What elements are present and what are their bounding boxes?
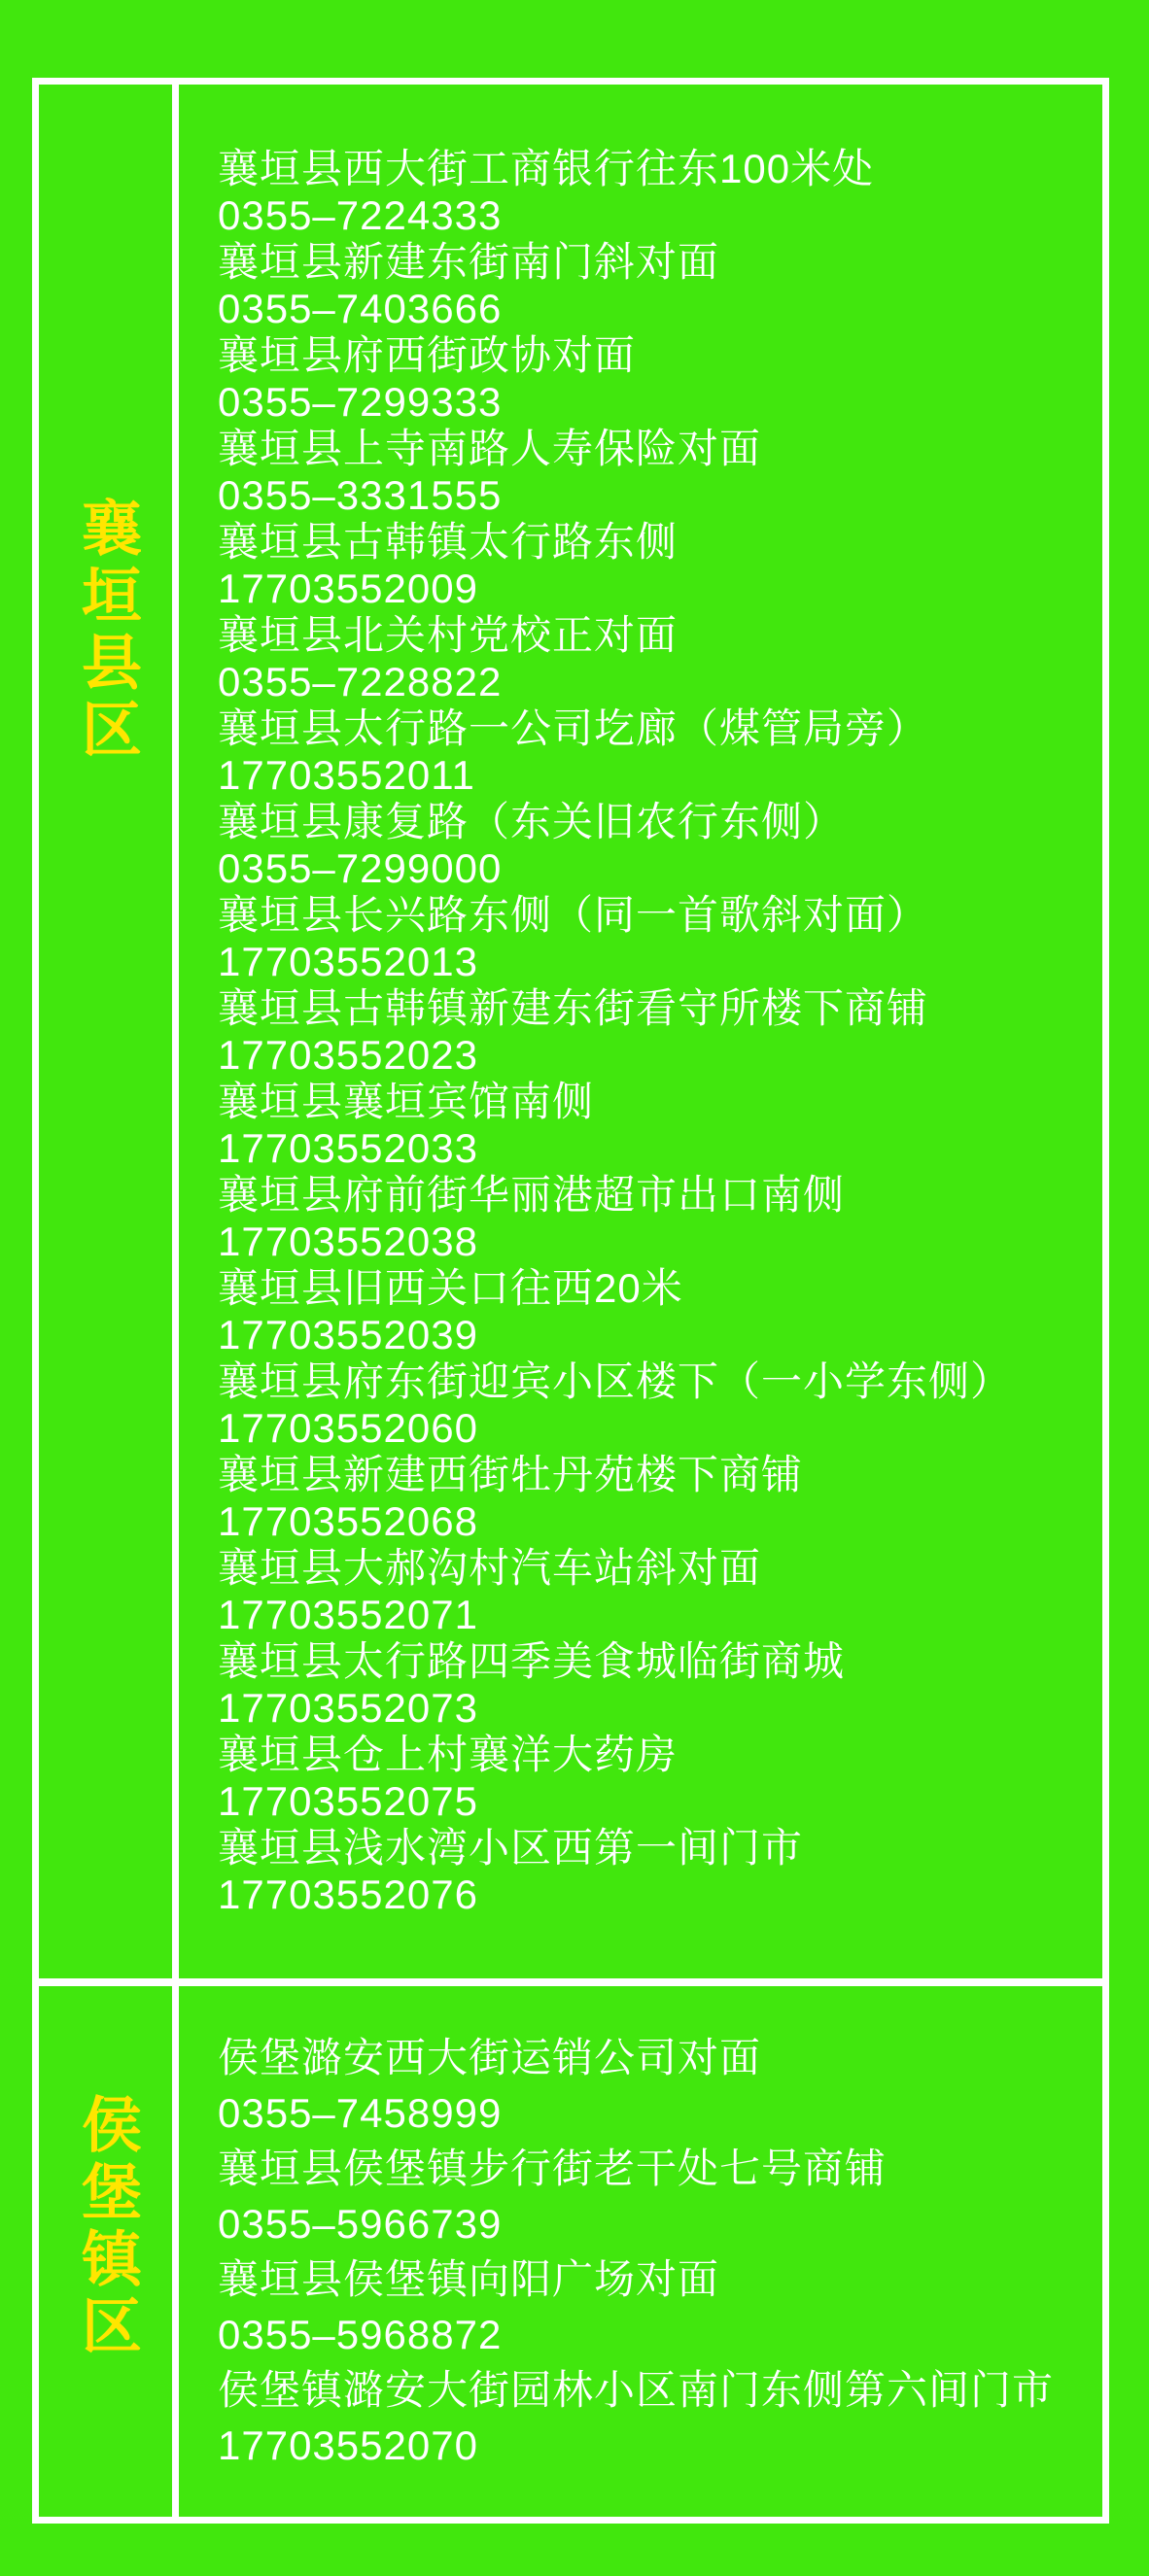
address-line: 襄垣县府前街华丽港超市出口南侧 [218, 1171, 846, 1218]
phone-line: 17703552068 [218, 1497, 478, 1544]
address-line: 襄垣县新建东街南门斜对面 [218, 238, 720, 285]
address-line: 襄垣县康复路（东关旧农行东侧） [218, 798, 846, 844]
phone-line: 17703552033 [218, 1124, 478, 1171]
phone-line: 17703552073 [218, 1684, 478, 1731]
address-line: 襄垣县北关村党校正对面 [218, 611, 679, 658]
phone-line: 17703552071 [218, 1591, 478, 1637]
address-line: 侯堡镇潞安大街园林小区南门东侧第六间门市 [218, 2367, 1055, 2413]
phone-line: 0355–3331555 [218, 471, 503, 518]
store-directory-table [32, 78, 1109, 2524]
phone-line: 0355–7403666 [218, 285, 503, 331]
address-line: 襄垣县襄垣宾馆南侧 [218, 1078, 595, 1124]
address-line: 襄垣县府东街迎宾小区楼下（一小学东侧） [218, 1357, 1013, 1404]
address-line: 襄垣县太行路四季美食城临街商城 [218, 1637, 846, 1684]
phone-line: 0355–7224333 [218, 191, 503, 238]
section-label-xiangyuan: 襄垣县区 [72, 497, 140, 765]
address-line: 襄垣县侯堡镇向阳广场对面 [218, 2256, 720, 2302]
address-line: 襄垣县长兴路东侧（同一首歌斜对面） [218, 891, 929, 938]
address-line: 襄垣县新建西街牡丹苑楼下商铺 [218, 1451, 804, 1497]
phone-line: 17703552075 [218, 1777, 478, 1824]
phone-line: 17703552013 [218, 938, 478, 984]
phone-line: 17703552039 [218, 1311, 478, 1357]
phone-line: 0355–7458999 [218, 2090, 503, 2136]
address-line: 襄垣县旧西关口往西20米 [218, 1264, 683, 1311]
section-xiangyuan-county [39, 85, 1102, 1978]
phone-line: 0355–7228822 [218, 658, 503, 704]
phone-line: 17703552011 [218, 751, 475, 798]
address-line: 襄垣县府西街政协对面 [218, 331, 637, 378]
phone-line: 17703552009 [218, 565, 478, 611]
address-line: 襄垣县大郝沟村汽车站斜对面 [218, 1544, 762, 1591]
address-line: 襄垣县侯堡镇步行街老干处七号商铺 [218, 2146, 888, 2191]
address-line: 襄垣县仓上村襄洋大药房 [218, 1731, 679, 1777]
section-entries-xiangyuan [179, 85, 1102, 1978]
address-line: 襄垣县浅水湾小区西第一间门市 [218, 1824, 804, 1871]
phone-line: 17703552070 [218, 2422, 478, 2468]
section-label-cell-xiangyuan [39, 85, 179, 1978]
phone-line: 17703552076 [218, 1871, 478, 1917]
section-divider [39, 1978, 1102, 1986]
address-line: 襄垣县太行路一公司圪廊（煤管局旁） [218, 704, 929, 751]
address-line: 襄垣县上寺南路人寿保险对面 [218, 425, 762, 471]
address-line: 襄垣县西大街工商银行往东100米处 [218, 145, 875, 191]
phone-line: 0355–5966739 [218, 2201, 503, 2247]
phone-line: 17703552038 [218, 1218, 478, 1264]
section-houbao-town [39, 1986, 1102, 2517]
phone-line: 17703552023 [218, 1031, 478, 1078]
section-label-cell-houbao [39, 1986, 179, 2517]
section-label-houbao: 侯堡镇区 [72, 2093, 140, 2361]
phone-line: 0355–5968872 [218, 2312, 503, 2357]
address-line: 侯堡潞安西大街运销公司对面 [218, 2035, 762, 2080]
address-line: 襄垣县古韩镇太行路东侧 [218, 518, 679, 565]
phone-line: 17703552060 [218, 1404, 478, 1451]
phone-line: 0355–7299000 [218, 844, 503, 891]
phone-line: 0355–7299333 [218, 378, 503, 425]
section-entries-houbao [179, 1986, 1102, 2517]
address-line: 襄垣县古韩镇新建东街看守所楼下商铺 [218, 984, 929, 1031]
